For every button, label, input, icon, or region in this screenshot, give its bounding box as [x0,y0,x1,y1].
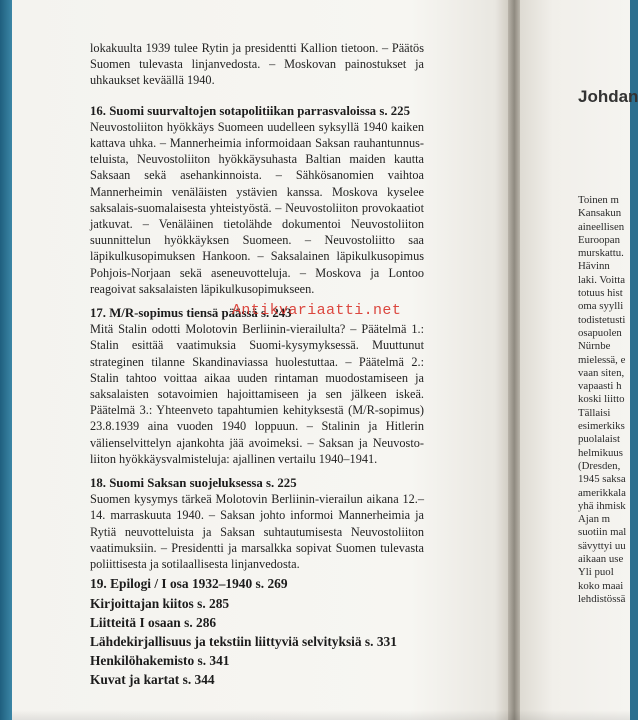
section-body: Mitä Stalin odotti Molotovin Berliinin-vierailulta? – Päätelmä 1.: Stalin esittää vaatimuksia Suomi-kysymyksessä. Muuttunut strateginen tilanne Skandinaviassa huolestuttaa. – Päätelmä 2.: Stalin tahtoo voittaa aikaa uuden rintaman muodostamiseen ja saksalaisten sotavoimien hajoittamiseen ja sen jälkeen iskeä. Päätelmä 3.: Yhteenveto tapahtumien kehityksestä (M/R-sopimus) 23.8.1939 aina vuoden 1940 loppuun. – Stalinin ja Hitlerin välienselvittelyn ajankohta jää avoimeksi. – Saksan ja Neuvosto-liiton hyökkäysvalmisteluja: ajallinen vertailu 1940–1941. [90,322,424,466]
right-page-line: koski liitto [578,393,625,406]
right-page-line: (Dresden, [578,459,621,472]
toc-entry-kuvat [90,672,424,688]
right-page-line: Nürnbe [578,340,611,353]
right-page-line: aineellisen [578,220,625,233]
left-page-content [90,40,424,692]
right-page-line: 1945 saksa [578,473,626,486]
section-16 [90,103,424,297]
section-body: Suomen kysymys tärkeä Molotovin Berliinin-vierailun aikana 12.–14. marraskuuta 1940. – Saksan johto informoi Mannerheimia ja Rytiä neuvotteluista ja Saksan suhtautumisesta Neuvostoliiton vaatimuksiin. – Presidentti ja marsalkka sopivat Suomen tulevasta poliittisesta ja sotilaallisesta linjanvedosta. [90,492,424,572]
toc-entry-kiitos [90,596,424,612]
right-page-line: Hävinn [578,260,610,273]
scan-background-edge [0,0,12,720]
right-page-line: totuus hist [578,287,623,300]
right-page-line: Ajan m [578,513,611,526]
right-page-line: osapuolen [578,326,622,339]
toc-entry: Henkilöhakemisto s. 341 [90,653,230,669]
toc-entry-liitteita [90,615,424,631]
toc-entry-lahdekirjallisuus [90,634,424,650]
toc-entry-epilogi [90,576,424,592]
right-page-line: suotiin mal [578,526,627,539]
section-title: 16. Suomi suurvaltojen sotapolitiikan parrasvaloissa s. 225 [90,103,410,118]
toc-entry: Liitteitä I osaan s. 286 [90,614,217,630]
right-page-line: murskattu. [578,247,624,260]
right-page-line: mielessä, e [578,353,626,366]
right-page-line: esimerkiks [578,420,625,433]
section-title: 17. M/R-sopimus tiensä päässä s. 243 [90,306,292,321]
right-page-line: Yli puol [578,566,614,579]
right-page-line: helmikuus [578,446,623,459]
right-page-line: Tällaisi [578,406,611,419]
right-page-line: Kansakun [578,207,622,220]
right-page-line: Euroopan [578,233,620,246]
section-body: Neuvostoliiton hyökkäys Suomeen uudelleen syksyllä 1940 kaiken kattava uhka. – Mannerheimia informoidaan Saksan rauhantunnus-teluista, Neuvostoliiton hyökkäysuhasta Baltian maiden kautta Saksaan sekä asehankinnoista. – Sähkösanomien vaihtoa Mannerheimin venäläisten ystävien kanssa. Moskova kyselee saksalais-suomalaisesta yhteistyöstä. – Neuvostoliiton provokaatiot jatkuvat. – Venäläinen tietolähde dokumentoi Neuvostoliiton suunnittelun hyökkäyksen Suomeen. – Neuvostoliitto saa läpikulkusopimuksen Hankoon. – Saksalainen läpikulkusopimus Pohjois-Norjaan sekä aseneuvotteluja. – Moskova ja Lontoo reagoivat saksalaisten läpikulkusopimukseen. [90,119,424,296]
right-page-line: sävyttyi uu [578,539,626,552]
page-bottom-shadow [12,710,630,720]
right-page-line: todistetusti [578,313,626,326]
right-page-line: koko maai [578,579,624,592]
section-18 [90,475,424,572]
section-17 [90,305,424,467]
right-page-line: vapaasti h [578,380,622,393]
toc-entry-henkilohakemisto [90,653,424,669]
toc-entry: Lähdekirjallisuus ja tekstiin liittyviä selvityksiä s. 331 [90,633,397,649]
right-page-line: laki. Voitta [578,273,625,286]
right-page-line: vaan siten, [578,366,625,379]
right-book-page [520,0,638,720]
toc-entry: 19. Epilogi / I osa 1932–1940 s. 269 [90,576,288,592]
section-title: 18. Suomi Saksan suojeluksessa s. 225 [90,476,297,491]
chapter-heading-partial: Johdan [578,87,638,106]
right-page-line: aikaan use [578,553,624,566]
right-page-line: Toinen m [578,194,619,206]
right-page-line: puolalaist [578,433,620,446]
right-page-text [578,194,638,606]
right-page-line: yhä ihmisk [578,499,626,512]
toc-entry: Kuvat ja kartat s. 344 [90,672,215,688]
right-page-line: oma syylli [578,300,624,313]
intro-paragraph: lokakuulta 1939 tulee Rytin ja presidentti Kallion tietoon. – Päätös Suomen tulevasta linjanvedosta. – Moskovan painostukset ja uhkaukset keväällä 1940. [90,41,424,88]
right-page-line: lehdistössä [578,592,626,605]
toc-entry: Kirjoittajan kiitos s. 285 [90,595,230,611]
watermark-text: Antikvariaatti.net [232,302,402,319]
right-page-line: amerikkala [578,486,626,499]
